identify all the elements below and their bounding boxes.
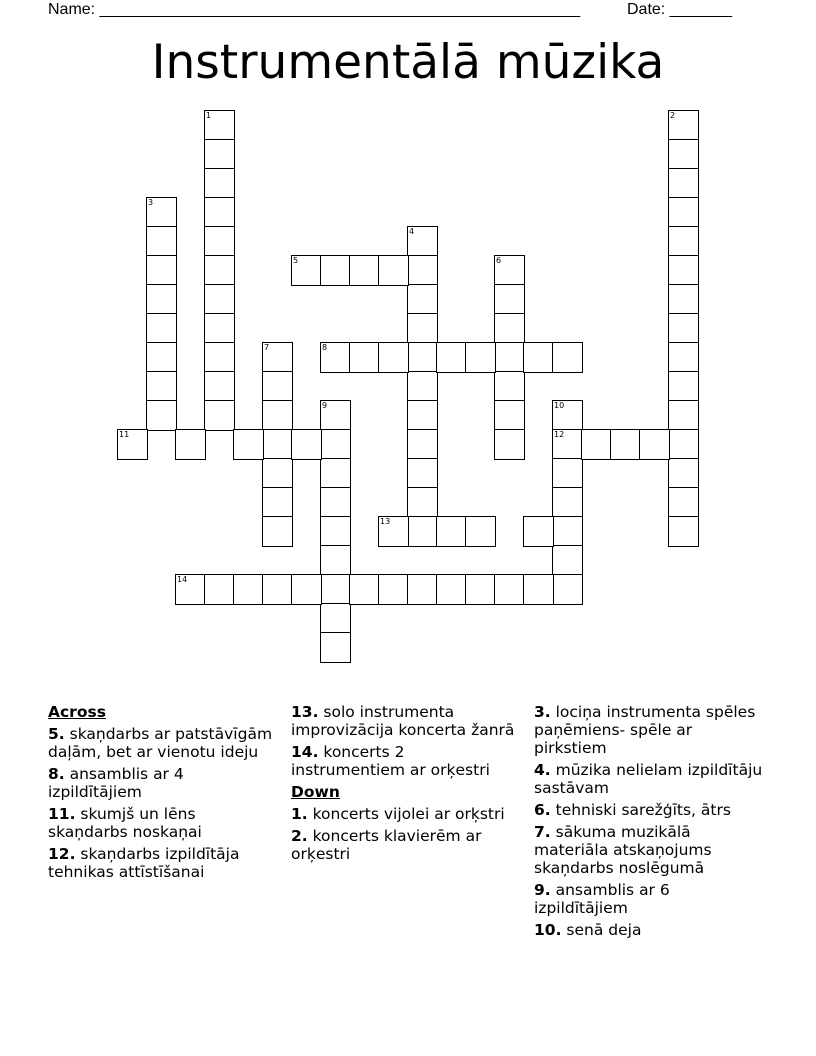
grid-cell[interactable] <box>146 255 177 286</box>
grid-cell[interactable] <box>668 284 699 315</box>
grid-cell[interactable] <box>146 284 177 315</box>
grid-cell[interactable] <box>204 168 235 199</box>
grid-cell[interactable] <box>233 429 264 460</box>
grid-cell[interactable] <box>204 255 235 286</box>
clue-across-11: 11. skumjš un lēns skaņdarbs noskaņai <box>48 805 202 841</box>
grid-cell[interactable] <box>146 197 177 228</box>
clue-across-12: 12. skaņdarbs izpildītāja tehnikas attīstīšanai <box>48 845 240 881</box>
grid-cell[interactable] <box>320 255 351 286</box>
grid-cell[interactable] <box>407 400 438 431</box>
grid-cell[interactable] <box>668 255 699 286</box>
grid-cell[interactable] <box>262 429 293 460</box>
grid-cell[interactable] <box>320 516 351 547</box>
clue-down-6: 6. tehniski sarežģīts, ātrs <box>534 801 731 819</box>
grid-cell[interactable] <box>523 574 554 605</box>
clues-column-1 <box>48 703 280 885</box>
grid-cell[interactable] <box>146 400 177 431</box>
grid-cell[interactable] <box>581 429 612 460</box>
grid-cell[interactable] <box>494 284 525 315</box>
clue-number: 6 <box>496 256 502 265</box>
down-heading: Down <box>291 783 340 801</box>
grid-cell[interactable] <box>262 574 293 605</box>
grid-cell[interactable] <box>494 400 525 431</box>
date-field[interactable]: Date: _______ <box>627 1 732 18</box>
clue-number: 3 <box>148 198 154 207</box>
grid-cell[interactable] <box>291 574 322 605</box>
grid-cell[interactable] <box>204 226 235 257</box>
grid-cell[interactable] <box>262 458 293 489</box>
clue-number: 9 <box>322 401 328 410</box>
clues-column-3 <box>534 703 766 943</box>
grid-cell[interactable] <box>320 545 351 576</box>
grid-cell[interactable] <box>146 371 177 402</box>
grid-cell[interactable] <box>523 342 554 373</box>
grid-cell[interactable] <box>233 574 264 605</box>
grid-cell[interactable] <box>378 574 409 605</box>
clue-number: 12 <box>554 430 565 439</box>
clue-down-3: 3. lociņa instrumenta spēles paņēmiens- spēle ar pirkstiem <box>534 703 756 757</box>
grid-cell[interactable] <box>552 429 583 460</box>
clue-number: 13 <box>380 517 391 526</box>
grid-cell[interactable] <box>494 342 525 373</box>
grid-cell[interactable] <box>175 429 206 460</box>
clue-down-1: 1. koncerts vijolei ar orķstri <box>291 805 505 823</box>
grid-cell[interactable] <box>465 574 496 605</box>
grid-cell[interactable] <box>349 255 380 286</box>
grid-cell[interactable] <box>320 632 351 663</box>
grid-cell[interactable] <box>436 342 467 373</box>
grid-cell[interactable] <box>668 429 699 460</box>
grid-cell[interactable] <box>320 429 351 460</box>
grid-cell[interactable] <box>552 545 583 576</box>
grid-cell[interactable] <box>320 487 351 518</box>
grid-cell[interactable] <box>262 342 293 373</box>
grid-cell[interactable] <box>407 226 438 257</box>
clue-down-10: 10. senā deja <box>534 921 642 939</box>
grid-cell[interactable] <box>117 429 148 460</box>
grid-cell[interactable] <box>378 342 409 373</box>
grid-cell[interactable] <box>407 516 438 547</box>
clue-number: 1 <box>206 111 212 120</box>
clue-number: 5 <box>293 256 299 265</box>
grid-cell[interactable] <box>378 255 409 286</box>
page-title: Instrumentālā mūzika <box>151 35 665 90</box>
grid-cell[interactable] <box>407 371 438 402</box>
grid-cell[interactable] <box>552 516 583 547</box>
grid-cell[interactable] <box>204 574 235 605</box>
grid-cell[interactable] <box>668 516 699 547</box>
grid-cell[interactable] <box>320 342 351 373</box>
grid-cell[interactable] <box>668 226 699 257</box>
grid-cell[interactable] <box>262 487 293 518</box>
grid-cell[interactable] <box>610 429 641 460</box>
grid-cell[interactable] <box>204 284 235 315</box>
grid-cell[interactable] <box>552 458 583 489</box>
grid-cell[interactable] <box>407 342 438 373</box>
grid-cell[interactable] <box>668 487 699 518</box>
clue-across-5: 5. skaņdarbs ar patstāvīgām daļām, bet ar vienotu ideju <box>48 725 273 761</box>
clue-number: 8 <box>322 343 328 352</box>
grid-cell[interactable] <box>668 313 699 344</box>
grid-cell[interactable] <box>291 429 322 460</box>
grid-cell[interactable] <box>407 313 438 344</box>
grid-cell[interactable] <box>262 371 293 402</box>
grid-cell[interactable] <box>407 487 438 518</box>
clue-number: 7 <box>264 343 270 352</box>
grid-cell[interactable] <box>552 400 583 431</box>
clue-number: 4 <box>409 227 415 236</box>
grid-cell[interactable] <box>552 574 583 605</box>
grid-cell[interactable] <box>668 342 699 373</box>
grid-cell[interactable] <box>378 516 409 547</box>
grid-cell[interactable] <box>320 400 351 431</box>
clue-down-9: 9. ansamblis ar 6 izpildītājiem <box>534 881 670 917</box>
grid-cell[interactable] <box>494 574 525 605</box>
grid-cell[interactable] <box>668 458 699 489</box>
grid-cell[interactable] <box>668 371 699 402</box>
clue-down-4: 4. mūzika nelielam izpildītāju sastāvam <box>534 761 763 797</box>
grid-cell[interactable] <box>204 110 235 141</box>
grid-cell[interactable] <box>552 487 583 518</box>
clue-number: 11 <box>119 430 130 439</box>
grid-cell[interactable] <box>639 429 670 460</box>
clue-number: 2 <box>670 111 676 120</box>
grid-cell[interactable] <box>175 574 206 605</box>
grid-cell[interactable] <box>552 342 583 373</box>
grid-cell[interactable] <box>407 574 438 605</box>
grid-cell[interactable] <box>349 574 380 605</box>
grid-cell[interactable] <box>668 168 699 199</box>
clues-column-2 <box>291 703 523 867</box>
grid-cell[interactable] <box>146 226 177 257</box>
grid-cell[interactable] <box>204 197 235 228</box>
grid-cell[interactable] <box>204 313 235 344</box>
grid-cell[interactable] <box>494 429 525 460</box>
grid-cell[interactable] <box>262 400 293 431</box>
grid-cell[interactable] <box>668 400 699 431</box>
grid-cell[interactable] <box>407 458 438 489</box>
grid-cell[interactable] <box>407 255 438 286</box>
grid-cell[interactable] <box>204 139 235 170</box>
grid-cell[interactable] <box>320 574 351 605</box>
grid-cell[interactable] <box>407 429 438 460</box>
grid-cell[interactable] <box>204 371 235 402</box>
grid-cell[interactable] <box>668 139 699 170</box>
grid-cell[interactable] <box>436 516 467 547</box>
grid-cell[interactable] <box>204 400 235 431</box>
grid-cell[interactable] <box>668 110 699 141</box>
grid-cell[interactable] <box>494 371 525 402</box>
grid-cell[interactable] <box>146 313 177 344</box>
clue-across-8: 8. ansamblis ar 4 izpildītājiem <box>48 765 184 801</box>
grid-cell[interactable] <box>320 458 351 489</box>
grid-cell[interactable] <box>146 342 177 373</box>
grid-cell[interactable] <box>494 255 525 286</box>
clue-number: 10 <box>554 401 565 410</box>
grid-cell[interactable] <box>494 313 525 344</box>
grid-cell[interactable] <box>349 342 380 373</box>
name-field[interactable]: Name: ______________________________________________________ <box>48 1 581 18</box>
grid-cell[interactable] <box>291 255 322 286</box>
grid-cell[interactable] <box>436 574 467 605</box>
clue-number: 14 <box>177 575 188 584</box>
grid-cell[interactable] <box>465 342 496 373</box>
grid-cell[interactable] <box>465 516 496 547</box>
clue-across-14: 14. koncerts 2 instrumentiem ar orķestri <box>291 743 490 779</box>
grid-cell[interactable] <box>204 342 235 373</box>
clue-down-2: 2. koncerts klavierēm ar orķestri <box>291 827 482 863</box>
grid-cell[interactable] <box>407 284 438 315</box>
grid-cell[interactable] <box>320 603 351 634</box>
clue-across-13: 13. solo instrumenta improvizācija koncerta žanrā <box>291 703 515 739</box>
grid-cell[interactable] <box>262 516 293 547</box>
clue-down-7: 7. sākuma muzikālā materiāla atskaņojums skaņdarbs noslēgumā <box>534 823 712 877</box>
grid-cell[interactable] <box>523 516 554 547</box>
across-heading: Across <box>48 703 106 721</box>
grid-cell[interactable] <box>668 197 699 228</box>
